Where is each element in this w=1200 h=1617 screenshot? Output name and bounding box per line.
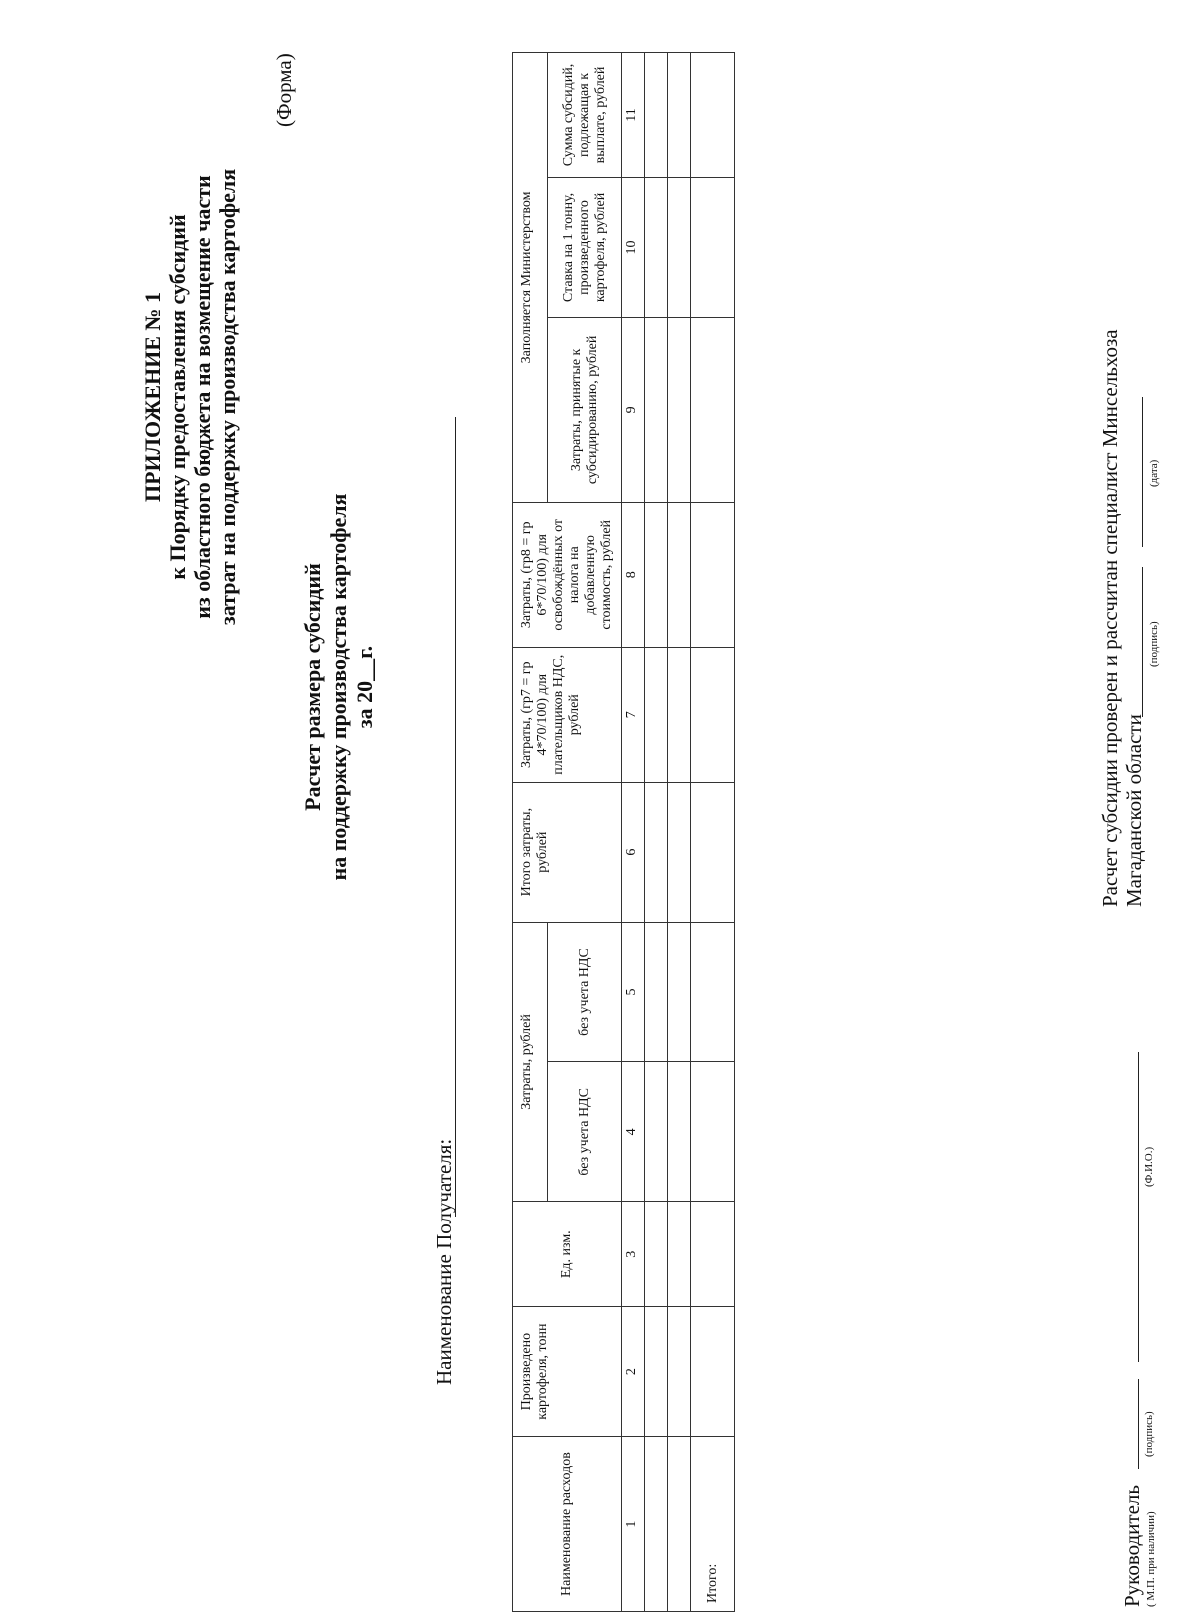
- recipient-label: Наименование Получателя:: [432, 1138, 456, 1385]
- total-row: [691, 53, 735, 1612]
- appendix-line-1: к Порядку предоставления субсидий: [165, 214, 190, 580]
- column-number-row: [622, 53, 645, 1612]
- col-header-9: Затраты, принятые к субсидированию, рублей: [548, 317, 622, 502]
- recipient-fill-line: [455, 417, 456, 1217]
- col-header-1: Наименование расходов: [513, 1437, 622, 1612]
- appendix-header: [140, 77, 240, 717]
- col-header-4: без учета НДС: [548, 1062, 622, 1202]
- title-line-1: Расчет размера субсидий: [300, 563, 325, 811]
- col-number: 10: [622, 178, 645, 318]
- date-caption: (дата): [1148, 459, 1160, 487]
- form-label: (Форма): [272, 53, 296, 127]
- col-number: 5: [622, 922, 645, 1062]
- col-number: 7: [622, 647, 645, 782]
- empty-row: [668, 53, 691, 1612]
- col-header-2: Произведено картофеля, тонн: [513, 1307, 622, 1437]
- head-sign-line: [1138, 1379, 1139, 1469]
- head-label: Руководитель: [1120, 1485, 1144, 1607]
- header-row-1: [513, 53, 548, 1612]
- col-number: 3: [622, 1202, 645, 1307]
- col-header-11: Сумма субсидий, подлежащая к выплате, рублей: [548, 53, 622, 178]
- col-number: 11: [622, 53, 645, 178]
- head-fio-line: [1138, 1052, 1139, 1362]
- head-signature-block: [1120, 1485, 1157, 1607]
- appendix-line-2: из областного бюджета на возмещение части: [190, 175, 215, 619]
- specialist-check-block: [1098, 329, 1146, 907]
- total-label: Итого:: [691, 1437, 735, 1612]
- subsidy-table: [512, 52, 735, 1612]
- title-line-2: на поддержку производства картофеля: [326, 493, 351, 881]
- empty-row: [645, 53, 668, 1612]
- sign-caption: (подпись): [1143, 1411, 1155, 1457]
- stamp-note: ( М.П. при наличии): [1145, 1511, 1157, 1607]
- col-number: 4: [622, 1062, 645, 1202]
- sign-caption-2: (подпись): [1148, 621, 1160, 667]
- col-header-6: Итого затраты, рублей: [513, 782, 622, 922]
- col-number: 1: [622, 1437, 645, 1612]
- document-title: [300, 407, 378, 967]
- check-line-1: Расчет субсидии проверен и рассчитан специалист Минсельхоза: [1098, 329, 1122, 907]
- col-number: 9: [622, 317, 645, 502]
- col-header-5: без учета НДС: [548, 922, 622, 1062]
- title-line-3: за 20__г.: [352, 645, 377, 729]
- appendix-line-3: затрат на поддержку производства картофеля: [215, 168, 240, 626]
- check-line-2: Магаданской области: [1122, 714, 1146, 907]
- group-header-costs: Затраты, рублей: [513, 922, 548, 1202]
- col-header-7: Затраты, (гр7 = гр 4*70/100) для плательщиков НДС, рублей: [513, 647, 622, 782]
- appendix-title: ПРИЛОЖЕНИЕ № 1: [140, 291, 165, 503]
- fio-caption: (Ф.И.О.): [1143, 1146, 1155, 1187]
- col-number: 2: [622, 1307, 645, 1437]
- col-header-3: Ед. изм.: [513, 1202, 622, 1307]
- col-number: 8: [622, 502, 645, 647]
- specialist-date-line: [1142, 397, 1143, 547]
- col-number: 6: [622, 782, 645, 922]
- col-header-8: Затраты, (гр8 = гр 6*70/100) для освобождённых от налога на добавленную стоимость, рублей: [513, 502, 622, 647]
- group-header-ministry: Заполняется Министерством: [513, 53, 548, 503]
- col-header-10: Ставка на 1 тонну, произведенного картофеля, рублей: [548, 178, 622, 318]
- specialist-sign-line: [1142, 567, 1143, 717]
